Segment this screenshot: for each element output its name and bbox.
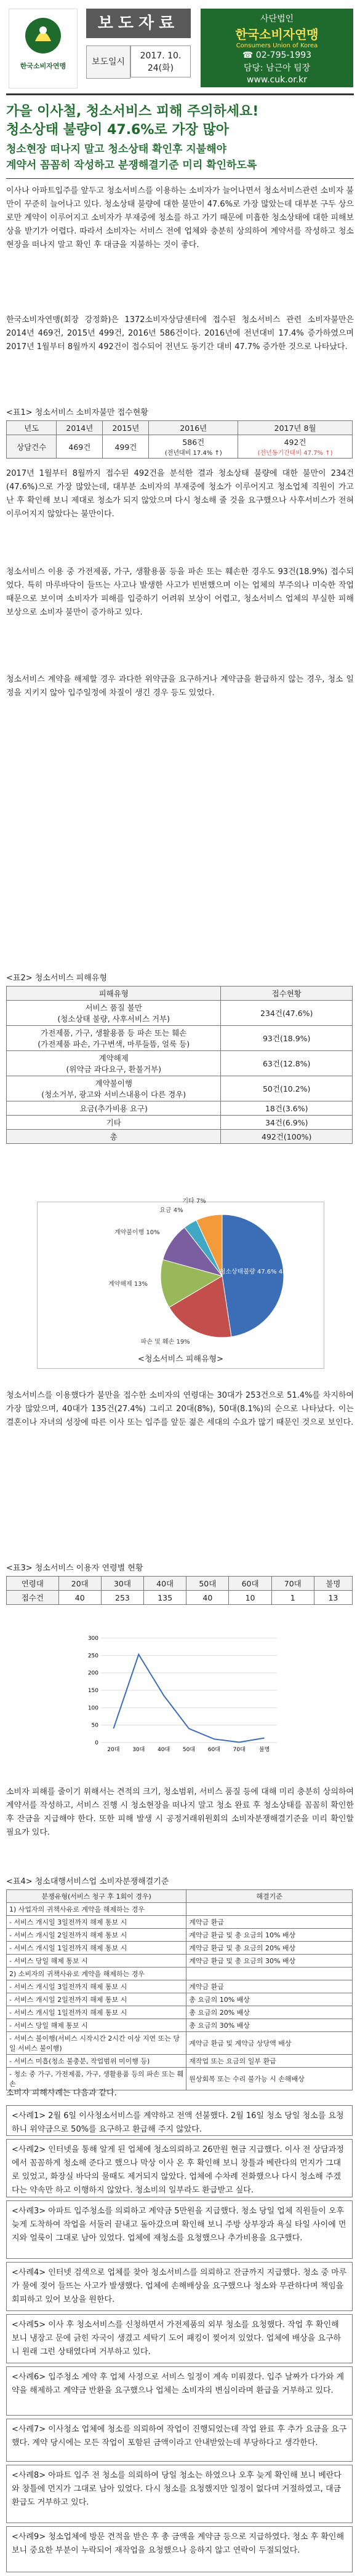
case-box-4: <사례4> 인터넷 검색으로 업체를 찾아 청소서비스를 의뢰하고 잔금까지 지급했다. 청소 중 마루가 물에 젖어 들뜨는 사고가 발생했다. 업체에 손해배상을 요구했으나 청소와 무관하다며 책임을 회피하고 있어 보상을 원한다. [6,2262,353,2311]
table2-count: 492건(100%) [221,1130,353,1144]
table4-header: 해결기준 [186,1890,353,1903]
table4-resolution: 계약금 환급 [186,1916,353,1929]
table1-cell [238,435,353,459]
table4-resolution: 원상회복 또는 수리 불가능 시 손해배상 [186,2068,353,2090]
pie-chart-title: <청소서비스 피해유형> [138,1355,223,1364]
table2-count: 63건(12.8%) [221,1051,353,1076]
table4-resolution: 총 요금의 10% 배상 [186,1993,353,2006]
table3-caption: <표3> 청소서비스 이용자 연령별 현황 [6,1564,143,1573]
table4-dispute-type: - 서비스 미흡(청소 불충분, 작업범위 미이행 등) [7,2055,186,2068]
pie-chart-damage-types [37,1197,324,1369]
date-value-line2: 24(화) [147,63,174,73]
case-box-6: <사례6> 입주청소 계약 후 업체 사정으로 서비스 일정이 계속 미뤄졌다. 입주 날짜가 다가와 계약을 해제하고 계약금 반환을 요구했으나 업체는 소비자의 변심이라며 환급을 거부하고 있다. [6,2366,353,2416]
table4-caption: <표4> 청소대행서비스업 소비자분쟁해결기준 [6,1877,169,1886]
table4-resolution [186,1967,353,1980]
table4-row [7,2006,353,2019]
x-tick-label: 30대 [132,1747,145,1753]
table3-cell: 135 [144,1591,186,1605]
table4-dispute-type: 1) 사업자의 귀책사유로 계약을 해제하는 경우 [7,1903,186,1916]
pie-slice-label: 계약불이행 10% [114,1229,160,1237]
subheadline-1: 청소현장 떠나지 말고 청소상태 확인후 지불해야 [6,143,227,156]
pie-slice-label: 청소상태불량 47.6% 48% [219,1268,292,1275]
cuk-logo-icon [24,17,62,55]
table4-resolution: 계약금 환급 및 계약금 상당액 배상 [186,2032,353,2055]
table4-dispute-type: - 서비스 개시일 1일전까지 해제 통보 시 [7,1942,186,1955]
case-box-1: <사례1> 2월 6일 이사청소서비스를 계약하고 전액 선불했다. 2월 16일 청소 당일 청소를 요청하니 위약금으로 50%를 요구하고 환급해 주지 않았다. [6,2105,353,2136]
x-tick-label: 불명 [258,1747,270,1753]
pie-slice-label: 기타 7% [182,1197,206,1205]
line-chart-age [80,1632,283,1758]
table2-type: 기타 [7,1116,221,1130]
table2-type: 가전제품, 가구, 생활용품 등 파손 또는 훼손 (가전제품 파손, 가구변색, 마루들뜸, 얼룩 등) [7,1026,221,1051]
paragraph-cancellation: 청소서비스 계약을 해제할 경우 과다한 위약금을 요구하거나 계약금을 환급하지 않는 경우, 청소 일정을 지키지 않아 입주일정에 차질이 생긴 경우 등도 있었다. [6,675,354,698]
table2-type: 서비스 품질 불만 (청소상태 불량, 사후서비스 거부) [7,1001,221,1026]
table4-resolution: 계약금 환급 및 총 요금의 20% 배상 [186,1942,353,1955]
y-tick-label: 200 [87,1670,98,1677]
table4-row [7,1942,353,1955]
paragraph-stats: 한국소비자연맹(회장 강정화)은 1372소비자상담센터에 접수된 청소서비스 관련 소비자불만은 2014년 469건, 2015년 499건, 2016년 586건이다. 2016년에 전년대비 17.4% 증가하였으며 2017년 1월부터 8월까지 492건이 접수되어 전년도 동기간 대비 47.7% 증가한 것으로 나타났다. [6,315,354,352]
table2-header: 피해유형 [7,987,221,1001]
table1-cell [149,435,238,459]
table4-dispute-standards [6,1889,353,2090]
table1-note: (전년동기간대비 47.7% ↑) [257,450,333,457]
table3-cell: 40 [58,1591,101,1605]
table1-header: 2017년 8월 [238,421,353,435]
table2-type: 요금(추가비용 요구) [7,1101,221,1116]
date-value [130,45,191,77]
date-label: 보도일시 [86,45,130,79]
table2-damage-types [6,986,353,1144]
table3-age-groups [6,1576,353,1605]
y-tick-label: 50 [91,1722,98,1729]
paragraph-damage: 청소서비스 이용 중 가전제품, 가구, 생활용품 등을 파손 또는 훼손한 경우도 93건(18.9%) 접수되었다. 특히 마루바닥이 들뜨는 사고나 발생한 사고가 빈번했으며 이는 업체의 부주의나 미숙한 작업 때문으로 보이며 소비자가 피해를 입증하기 어려워 보상이 어렵고, 청소서비스 업체의 부실한 피해 보상으로 소비자 불만이 증가하고 있다. [6,567,354,617]
logo-name: 한국소비자연맹 [20,62,66,70]
table4-dispute-type: - 서비스 당일 해제 통보 시 [7,1955,186,1967]
headline-line2: 청소상태 불량이 47.6%로 가장 많아 [6,122,229,138]
table4-row [7,1929,353,1942]
table1-complaints-by-year [6,420,353,459]
pie-slice [222,1215,284,1337]
table4-row [7,1955,353,1967]
table2-count: 234건(47.6%) [221,1001,353,1026]
table4-header: 분쟁유형(서비스 청구 후 1회이 경우) [7,1890,186,1903]
table3-cell: 253 [101,1591,143,1605]
logo-box [9,9,78,89]
table3-cell: 10 [229,1591,271,1605]
case-box-9: <사례9> 청소업체에 방문 견적을 받은 후 총 금액을 계약금 등으로 지급하였다. 청소 후 확인해 보니 중요한 부분이 누락되어 재작업을 요청했으나 응하지 않고 연락이 두절되었다. [6,2526,353,2572]
table1-cell: 499건 [103,435,149,459]
y-tick-label: 150 [87,1688,98,1694]
table1-cell: 469건 [57,435,103,459]
table4-row [7,1980,353,1993]
org-name: 한국소비자연맹 [235,27,319,42]
table2-count: 34건(6.9%) [221,1116,353,1130]
org-web[interactable]: www.cuk.or.kr [247,75,307,85]
table4-resolution: 총 요금의 30% 배상 [186,2019,353,2032]
table4-row [7,2019,353,2032]
table1-header: 년도 [7,421,57,435]
table4-row [7,1993,353,2006]
table3-header: 70대 [271,1577,314,1591]
table3-header: 30대 [101,1577,143,1591]
table3-cell: 40 [186,1591,229,1605]
table4-dispute-type: 2) 소비자의 귀책사유로 계약을 해제하는 경우 [7,1967,186,1980]
table4-resolution: 총 요금의 20% 배상 [186,2006,353,2019]
table4-row [7,2055,353,2068]
table3-row-label: 접수건 [7,1591,59,1605]
table4-dispute-type: - 서비스 개시일 3일전까지 해제 통보 시 [7,1916,186,1929]
case-box-3: <사례3> 아파트 입주청소를 의뢰하고 계약금 5만원을 지급했다. 청소 당일 업체 직원들이 오후 늦게 도착하여 작업을 서둘러 끝내고 돌아갔으며 확인해 보니 주방 상부장과 욕실 타일 사이에 먼지와 얼룩이 그대로 남아 있었다. 업체에 재청소를 요청했으나 추가비용을 요구했다. [6,2200,353,2259]
table1-header: 2015년 [103,421,149,435]
table4-resolution: 계약금 환급 및 총 요금의 30% 배상 [186,1955,353,1967]
table4-row [7,2032,353,2055]
table4-dispute-type: - 서비스 당일 해제 통보 시 [7,2019,186,2032]
y-tick-label: 250 [87,1653,98,1660]
x-tick-label: 60대 [207,1747,220,1753]
y-tick-label: 100 [87,1705,98,1712]
paragraph-cases-intro: 소비자 피해사례는 다음과 같다. [6,2089,117,2098]
table4-resolution: 계약금 환급 [186,1980,353,1993]
table4-resolution: 계약금 환급 및 총 요금의 10% 배상 [186,1929,353,1942]
org-contact: 담당: 남근아 팀장 [243,63,311,73]
line-chart-svg [80,1632,283,1758]
table1-value: 586건 [182,438,205,447]
table3-header: 연령대 [7,1577,59,1591]
org-contact-box [201,9,353,87]
table4-dispute-type: - 서비스 개시일 3일전까지 해제 통보 시 [7,1980,186,1993]
case-box-2: <사례2> 인터넷을 통해 알게 된 업체에 청소의뢰하고 26만원 현금 지급했다. 이사 전 상담과정에서 꼼꼼하게 청소해 준다고 했으나 막상 이사 온 후 확인해 보니 창틀과 베란다의 먼지가 그대로 있었고, 화장실 바닥의 물때도 제거되지 않았다. 업체에 수차례 전화했으나 다시 청소해 주겠다는 약속만 하고 이행하지 않았다. 청소비의 일부라도 환급받고 싶다. [6,2139,353,2197]
table4-dispute-type: - 청소 중 가구, 가전제품, 가구, 생활용품 등의 파손 또는 훼손 [7,2068,186,2090]
y-tick-label: 300 [87,1636,98,1642]
table3-header: 60대 [229,1577,271,1591]
table1-header: 2016년 [149,421,238,435]
x-tick-label: 40대 [158,1747,170,1753]
paragraph-intro: 이사나 아파트입주를 앞두고 청소서비스를 이용하는 소비자가 늘어나면서 청소서비스관련 소비자 불만이 꾸준히 늘어나고 있다. 청소상태 불량에 대한 불만이 47.6%로 가장 많았는데 대부분 구두 상으로만 계약이 이루어지고 소비자가 부재중에 청소를 하고 가기 때문에 미흡한 청소상태에 대한 피해보상을 받기가 어렵다. 따라서 소비자는 서비스 전에 업체와 충분히 상의하여 계약서를 작성하고 청소현장을 떠나지 말고 확인 후 대금을 지불하는 것이 좋다. [6,186,354,250]
table4-row [7,1903,353,1916]
x-tick-label: 50대 [182,1747,196,1753]
table2-count: 18건(3.6%) [221,1101,353,1116]
case-box-5: <사례5> 이사 후 청소서비스를 신청하면서 가전제품의 외부 청소를 요청했다. 작업 후 확인해 보니 냉장고 문에 긁힌 자국이 생겼고 세탁기 도어 패킹이 찢어져 있었다. 업체에 배상을 요구하니 원래 그런 상태였다며 거부하고 있다. [6,2314,353,2363]
table4-resolution [186,1903,353,1916]
y-tick-label: 0 [95,1740,98,1746]
table2-count: 50건(10.2%) [221,1076,353,1101]
series-line [113,1655,264,1743]
headline-divider [6,178,354,179]
header-divider [6,93,354,95]
table4-dispute-type: - 서비스 개시일 1일전까지 해제 통보 시 [7,2006,186,2019]
paragraph-age: 청소서비스를 이용했다가 불만을 접수한 소비자의 연령대는 30대가 253건으로 51.4%를 차지하여 가장 많았으며, 40대가 135건(27.4%) 그리고 20대(8%), 50대(8.1%)의 순으로 나타났다. 이는 결혼이나 자녀의 성장에 따른 이사 또는 입주를 앞둔 젊은 세대의 수요가 많기 때문인 것으로 보인다. [6,1391,354,1427]
pie-slice-label: 계약해제 13% [108,1281,148,1288]
pie-slice-label: 파손 및 훼손 19% [140,1339,190,1346]
table4-row [7,1916,353,1929]
paragraph-advice: 소비자 피해를 줄이기 위해서는 견적의 크기, 청소범위, 서비스 품질 등에 대해 미리 충분히 상의하여 계약서를 작성하고, 서비스 진행 시 청소현장을 떠나지 말고 청소 완료 후 청소상태를 꼼꼼히 확인한 후 잔금을 지급해야 한다. 또한 피해 발생 시 공정거래위원회의 소비자분쟁해결기준을 미리 확인할 필요가 있다. [6,1787,354,1837]
org-top-label: 사단법인 [260,14,294,24]
pie-slice-label: 요금 4% [159,1207,183,1214]
table4-resolution: 재작업 또는 요금의 일부 환급 [186,2055,353,2068]
x-tick-label: 20대 [107,1747,120,1753]
table1-row-label: 상담건수 [7,435,57,459]
org-tel: ☎ 02-795-1993 [242,50,312,60]
table4-dispute-type: - 서비스 개시일 2일전까지 해제 통보 시 [7,1929,186,1942]
table3-header: 불명 [314,1577,352,1591]
table2-type: 계약해제 (위약금 과다요구, 환불거부) [7,1051,221,1076]
header [0,0,360,98]
table2-caption: <표2> 청소서비스 피해유형 [6,974,107,983]
table1-caption: <표1> 청소서비스 소비자불만 접수현황 [6,408,148,417]
case-box-7: <사례7> 이사청소 업체에 청소를 의뢰하여 작업이 진행되었는데 작업 완료 후 추가 요금을 요구했다. 계약 당시에는 모든 작업이 포함된 금액이라고 안내받았는데 부당하다고 생각한다. [6,2419,353,2462]
subheadline-2: 계약서 꼼꼼히 작성하고 분쟁해결기준 미리 확인하도록 [6,159,257,171]
table4-dispute-type: - 서비스 불이행(서비스 시작시간 2시간 이상 지연 또는 당일 서비스 불이행) [7,2032,186,2055]
table3-header: 20대 [58,1577,101,1591]
table1-header: 2014년 [57,421,103,435]
table4-dispute-type: - 서비스 개시일 2일전까지 해제 통보 시 [7,1993,186,2006]
date-value-line1: 2017. 10. [140,51,182,61]
table3-header: 40대 [144,1577,186,1591]
table1-note: (전년대비 17.4% ↑) [164,450,222,457]
headline-line1: 가을 이사철, 청소서비스 피해 주의하세요! [6,104,259,119]
pie-chart-svg [38,1197,324,1350]
table3-cell: 13 [314,1591,352,1605]
table2-type: 계약불이행 (청소거부, 광고와 서비스내용이 다른 경우) [7,1076,221,1101]
press-release-title: 보도자료 [86,9,191,38]
table2-count: 93건(18.9%) [221,1026,353,1051]
table2-header: 접수현황 [221,987,353,1001]
case-box-8: <사례8> 아파트 입주 전 청소를 의뢰하여 당일 청소는 하였으나 오후 늦게 확인해 보니 베란다와 창틀에 먼지가 그대로 남아 있었다. 다시 청소를 요청했지만 일정이 없다며 거절하였고, 대금 환급도 거부하고 있다. [6,2465,353,2523]
paragraph-analysis: 2017년 1월부터 8월까지 접수된 492건을 분석한 결과 청소상태 불량에 대한 불만이 234건(47.6%)으로 가장 많았는데, 대부분 소비자의 부재중에 청소가 이루어지고 청소업체 직원이 가고 난 후 확인해 보니 제대로 청소가 되지 않았으며 다시 청소해 줄 것을 요구했으나 사후서비스가 전혀 이루어지지 않았다는 불만이다. [6,469,354,519]
table4-row [7,1967,353,1980]
x-tick-label: 70대 [233,1747,246,1753]
table3-cell: 1 [271,1591,314,1605]
table1-value: 492건 [284,438,306,447]
org-eng-name: Consumers Union of Korea [236,42,318,49]
table3-header: 50대 [186,1577,229,1591]
table2-type: 총 [7,1130,221,1144]
